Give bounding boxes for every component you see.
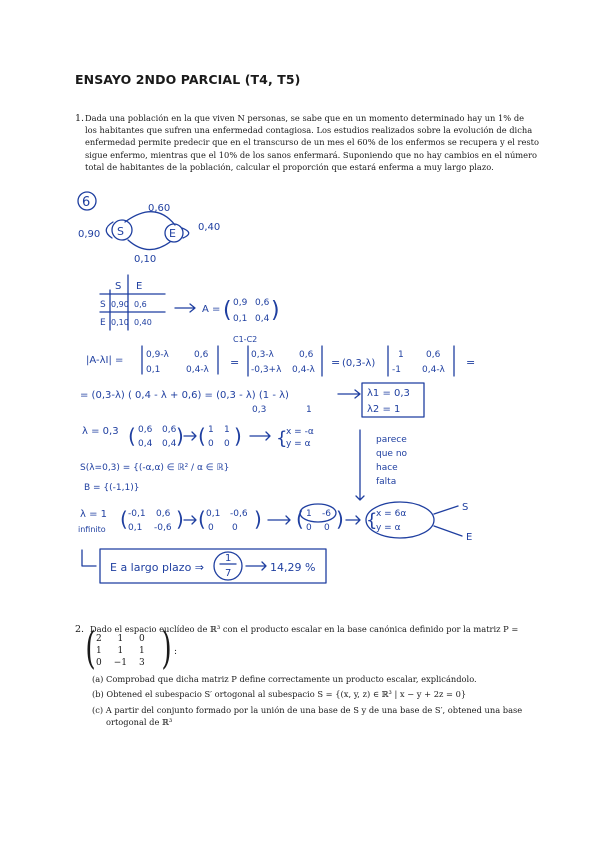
- table-cell: 0,10: [111, 318, 129, 327]
- prob-040: 0,40: [198, 222, 221, 233]
- percentage: 14,29 %: [270, 561, 316, 574]
- svg-text:): ): [234, 424, 242, 448]
- state-s: S: [462, 502, 469, 513]
- arrow: [338, 390, 360, 398]
- solution: x = -α: [286, 427, 314, 437]
- matrix-cell: 1: [208, 425, 214, 435]
- svg-text:): ): [336, 507, 344, 531]
- matrix-p-cell: −1: [113, 658, 128, 668]
- question-2c-line2: ortogonal de ℝ³: [106, 717, 173, 727]
- question-2b: (b) Obtened el subespacio S′ ortogonal al subespacio S = {(x, y, z) ∈ ℝ³ | x − y + 2z = 0}: [92, 689, 467, 699]
- root: 0,3: [252, 405, 267, 415]
- prob-010: 0,10: [134, 254, 157, 265]
- matrix-cell: 0: [208, 523, 214, 533]
- matrix-a-cell: 0,6: [255, 298, 270, 308]
- table-header-e: E: [136, 281, 143, 292]
- conclusion-arrow: [82, 550, 96, 566]
- matrix-colon: :: [174, 647, 178, 657]
- svg-text:=: =: [331, 356, 341, 369]
- infinity-note: infinito: [78, 525, 106, 534]
- matrix-p-table: [85, 623, 178, 674]
- matrix-cell: 0: [224, 439, 230, 449]
- arrow: [184, 432, 196, 440]
- det-cell: 0,4-λ: [292, 365, 315, 375]
- arrow: [250, 432, 270, 440]
- q1-line: Dada una población en la que viven N personas, se sabe que en un momento determinado hay un 1% de: [85, 113, 525, 123]
- table-cell: 0,6: [134, 300, 147, 309]
- state-e-label: E: [169, 227, 176, 240]
- circled-number-label: 6: [82, 195, 91, 210]
- det-cell: 0,3-λ: [251, 350, 274, 360]
- matrix-p-cell: 1: [117, 634, 124, 644]
- table-cell: 0,90: [111, 300, 129, 309]
- matrix-p-cell: 3: [139, 658, 145, 668]
- det-cell: 0,4-λ: [422, 365, 445, 375]
- det-factor: (0,3-λ): [342, 358, 376, 369]
- q1-line: enfermedad permite predecir que en el transcurso de un mes el 60% de los enfermos se recupera y el resto: [85, 137, 540, 148]
- root: 1: [306, 405, 312, 415]
- matrix-a-cell: 0,1: [233, 314, 248, 324]
- matrix-p-cell: 2: [96, 634, 102, 644]
- matrix-cell: -0,6: [230, 509, 248, 519]
- question-2a: (a) Comprobad que dicha matriz P define correctamente un producto escalar, explicándolo.: [92, 674, 477, 684]
- prob-060: 0,60: [148, 203, 171, 214]
- matrix-a-cell: 0,9: [233, 298, 248, 308]
- arrow: [268, 516, 290, 524]
- eigenspace: S(λ=0,3) = {(-α,α) ∈ ℝ² / α ∈ ℝ}: [80, 463, 230, 473]
- eigenvalue-2: λ2 = 1: [367, 404, 401, 415]
- svg-text:(: (: [128, 424, 136, 448]
- fraction-den: 7: [225, 568, 232, 579]
- det-cell: 1: [398, 350, 404, 360]
- matrix-cell: 0,1: [206, 509, 221, 519]
- matrix-a-cell: 0,4: [255, 314, 270, 324]
- matrix-cell: 0: [232, 523, 238, 533]
- q2-intro-line: Dado el espacio euclídeo de ℝ³ con el producto escalar en la base canónica definido por la matriz P =: [90, 624, 519, 634]
- side-note: que no: [376, 449, 408, 459]
- page-title: ENSAYO 2NDO PARCIAL (T4, T5): [75, 72, 301, 87]
- svg-text:(: (: [120, 507, 128, 531]
- svg-text:): ): [254, 507, 262, 531]
- matrix-p-cell: 1: [117, 646, 124, 656]
- solution: x = 6α: [376, 509, 407, 519]
- table-cell: E: [100, 318, 106, 328]
- matrix-p: ( 2 1 0 1 1 1 0 −1 3 ) :: [85, 623, 178, 674]
- matrix-a-label: A =: [202, 304, 221, 315]
- arrow-e-to-s: [128, 240, 170, 250]
- state-s-label: S: [117, 225, 124, 238]
- matrix-cell: -0,6: [154, 523, 172, 533]
- matrix-p-cell: 1: [96, 646, 102, 656]
- side-arrow: [356, 430, 364, 500]
- lambda-1: λ = 1: [80, 509, 108, 520]
- matrix-cell: 0,6: [138, 425, 153, 435]
- svg-text:): ): [176, 507, 184, 531]
- table-header-s: S: [115, 281, 122, 292]
- arrow-s: [434, 506, 458, 514]
- matrix-cell: 0,1: [128, 523, 143, 533]
- handwritten-solution: [70, 180, 550, 600]
- side-note: falta: [376, 477, 397, 487]
- det-cell: 0,1: [146, 365, 161, 375]
- question-2-number: 2.: [75, 624, 85, 635]
- question-1-text: [85, 112, 545, 173]
- matrix-cell: -0,1: [128, 509, 146, 519]
- det-cell: 0,4-λ: [186, 365, 209, 375]
- basis: B = {(-1,1)}: [84, 483, 140, 493]
- svg-text:(: (: [296, 507, 304, 531]
- matrix-cell: 0: [306, 523, 312, 533]
- question-1-number: 1.: [75, 113, 85, 124]
- question-2c-line1: (c) A partir del conjunto formado por la unión de una base de S y de una base de S′, obtened una base: [92, 705, 523, 715]
- det-cell: -1: [392, 365, 401, 375]
- matrix-cell: 1: [306, 509, 312, 519]
- solution: y = α: [286, 439, 311, 449]
- det-cell: 0,6: [426, 350, 441, 360]
- state-e: E: [466, 532, 473, 543]
- solution: y = α: [376, 523, 401, 533]
- svg-text:(: (: [198, 424, 206, 448]
- det-label: |A-λI| =: [86, 355, 124, 366]
- final-answer-label: E a largo plazo ⇒: [110, 561, 205, 574]
- matrix-cell: 1: [224, 425, 230, 435]
- matrix-p-cell: 1: [139, 646, 145, 656]
- char-poly-line: = (0,3-λ) ( 0,4 - λ + 0,6) = (0,3 - λ) (1 - λ): [80, 390, 289, 401]
- side-note: hace: [376, 463, 398, 473]
- det-cell: -0,3+λ: [251, 365, 282, 375]
- svg-text:): ): [176, 424, 184, 448]
- det-cell: 0,6: [194, 350, 209, 360]
- question-2-intro: [90, 623, 550, 635]
- q1-line: los habitantes que sufren una enfermedad contagiosa. Los estudios realizados sobre la evolución de dicha: [85, 125, 533, 136]
- paren: (: [223, 298, 232, 323]
- arrow: [175, 304, 195, 312]
- arrow-e: [434, 526, 462, 536]
- matrix-cell: -6: [322, 509, 331, 519]
- svg-text:{: {: [276, 428, 288, 449]
- q1-line: sigue enfermo, mientras que el 10% de los sanos enfermará. Suponiendo que no hay cambios en el número: [85, 149, 538, 160]
- q1-line: total de habitantes de la población, calcular el proporción que estará enferma a muy largo plazo.: [85, 161, 494, 172]
- arrow: [346, 516, 360, 524]
- det-cell: 0,6: [299, 350, 314, 360]
- table-cell: 0,40: [134, 318, 152, 327]
- arrow: [184, 516, 196, 524]
- arrow: [246, 562, 266, 570]
- table-cell: S: [100, 300, 106, 310]
- det-cell: 0,9-λ: [146, 350, 169, 360]
- prob-090: 0,90: [78, 229, 101, 240]
- side-note: parece: [376, 435, 407, 445]
- col-op-note: C1-C2: [233, 335, 258, 344]
- matrix-p-cell: 0: [139, 634, 145, 644]
- matrix-cell: 0,4: [162, 439, 177, 449]
- svg-text:=: =: [466, 356, 476, 369]
- svg-text:(: (: [198, 507, 206, 531]
- eigenvalue-1: λ1 = 0,3: [367, 388, 410, 399]
- paren: ): [271, 298, 280, 323]
- matrix-cell: 0: [208, 439, 214, 449]
- svg-text:=: =: [230, 356, 240, 369]
- matrix-cell: 0,6: [162, 425, 177, 435]
- lambda-03: λ = 0,3: [82, 426, 119, 437]
- matrix-cell: 0,6: [156, 509, 171, 519]
- matrix-cell: 0,4: [138, 439, 153, 449]
- matrix-p-cell: 0: [96, 658, 102, 668]
- svg-text:{: {: [366, 510, 378, 531]
- fraction-num: 1: [225, 553, 232, 564]
- matrix-cell: 0: [324, 523, 330, 533]
